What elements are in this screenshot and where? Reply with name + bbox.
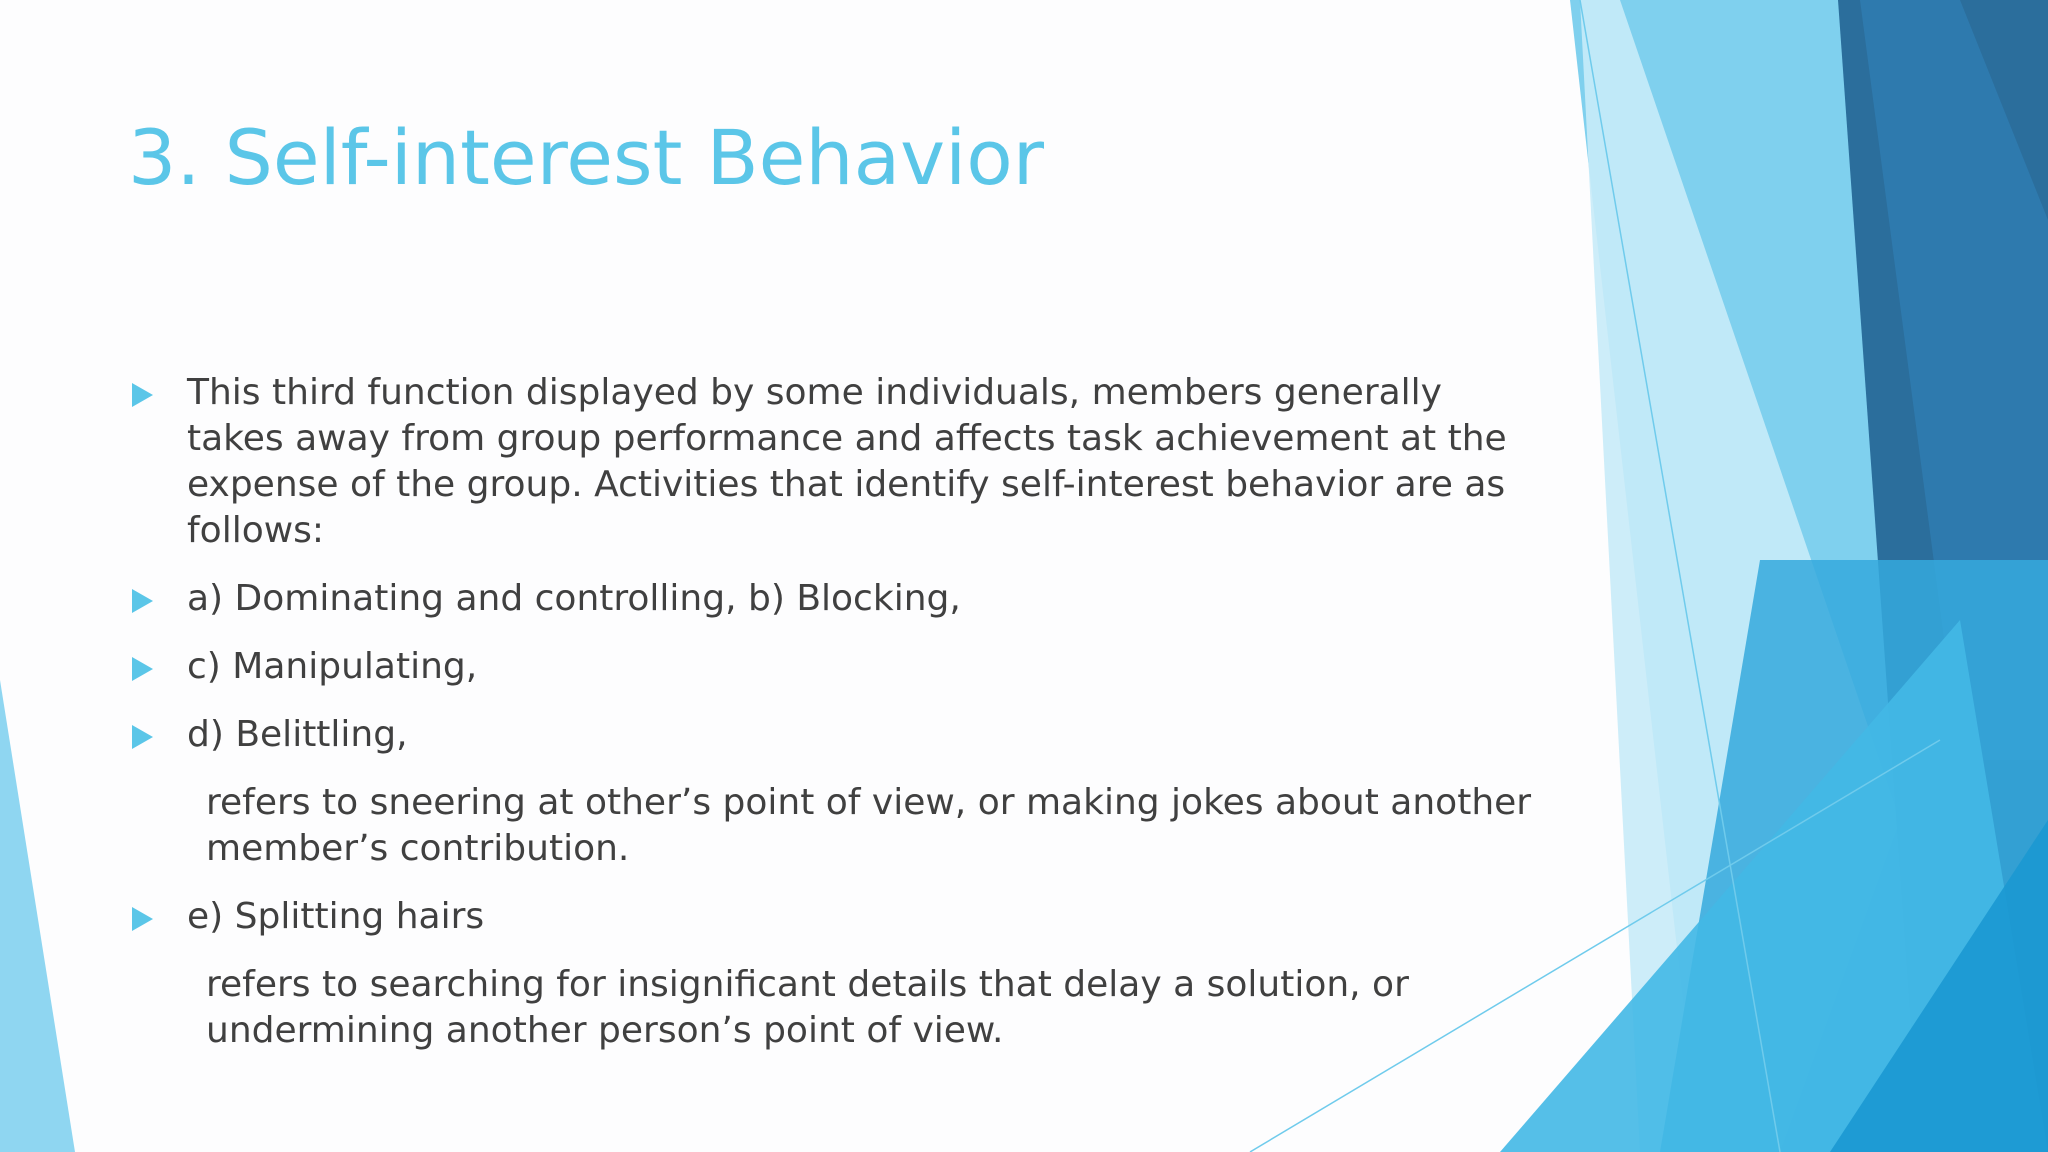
right-triangle-bullet-icon <box>132 725 153 749</box>
sub-paragraph: refers to sneering at other’s point of view, or making jokes about another member’s contribution. <box>206 782 1532 869</box>
bullet-item <box>128 370 1548 554</box>
bullet-item <box>128 894 1548 940</box>
bullet-item <box>128 576 1548 622</box>
sub-paragraph: refers to searching for insignificant details that delay a solution, or undermining another person’s point of view. <box>206 964 1409 1051</box>
bullet-item <box>128 712 1548 758</box>
right-triangle-bullet-icon <box>132 907 153 931</box>
bullet-text: a) Dominating and controlling, b) Blocking, <box>187 578 961 619</box>
bullet-text: c) Manipulating, <box>187 646 478 687</box>
slide-title: 3. Self-interest Behavior <box>128 113 1045 202</box>
slide-body <box>128 370 1548 1076</box>
bullet-text: This third function displayed by some individuals, members generally takes away from group performance and affects task achievement at the expense of the group. Activities that identify self-interest behavior are as follows: <box>187 372 1507 551</box>
right-triangle-bullet-icon <box>132 657 153 681</box>
right-triangle-bullet-icon <box>132 589 153 613</box>
right-triangle-bullet-icon <box>132 383 153 407</box>
bullet-text: e) Splitting hairs <box>187 896 485 937</box>
bullet-item <box>128 644 1548 690</box>
left-accent-shape <box>0 680 75 1152</box>
bullet-text: d) Belittling, <box>187 714 408 755</box>
